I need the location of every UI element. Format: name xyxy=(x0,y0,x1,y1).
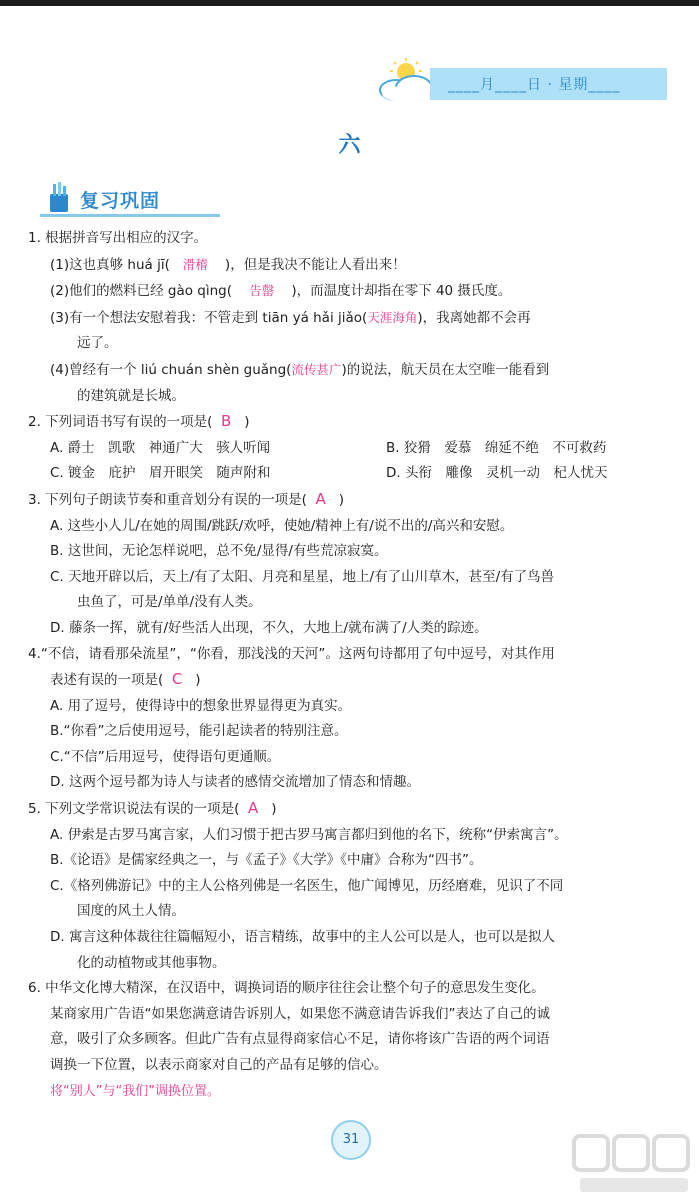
q1-item-3-cont: 远了。 xyxy=(77,335,118,352)
q4-option-c: C.“不信”后用逗号，使得语句更通顺。 xyxy=(50,748,281,765)
q3-option-b: B. 这世间，无论怎样说吧，总不免/显得/有些荒凉寂寞。 xyxy=(50,543,388,560)
q1-item-4: (4)曾经有一个 liú chuán shèn guǎng(流传甚广)的说法，航天员在太空唯一能看到 xyxy=(50,361,550,378)
section-title: 复习巩固 xyxy=(80,190,161,212)
lesson-title: 六 xyxy=(338,133,361,158)
q4-option-b: B.“你看”之后使用逗号，能引起读者的特别注意。 xyxy=(50,723,348,740)
answer-text: A xyxy=(315,489,326,508)
q2-options-row-1 xyxy=(28,436,674,462)
q5-option-c: C.《格列佛游记》中的主人公格列佛是一名医生，他广闻博见，历经磨难，见识了不同 xyxy=(50,877,564,894)
q3-stem: 3. 下列句子朗读节奏和重音划分有误的一项是( A ) xyxy=(28,489,344,508)
q4-stem-cont: 表述有误的一项是( C ) xyxy=(50,670,201,689)
q6-line-4: 调换一下位置，以表示商家对自己的产品有足够的信心。 xyxy=(50,1057,388,1073)
answer-text: 滑稽 xyxy=(182,256,208,272)
q4-stem: 4.“不信，请看那朵流星”，“你看，那浅浅的天河”。这两句诗都用了句中逗号，对其作用 xyxy=(28,645,555,662)
section-header xyxy=(40,182,180,218)
section-underline xyxy=(40,214,220,217)
q2-options-row-2 xyxy=(28,461,674,487)
q3-option-c-cont: 虫鱼了，可是/单单/没有人类。 xyxy=(77,594,262,611)
q6-line-1: 6. 中华文化博大精深，在汉语中，调换词语的顺序往往会让整个句子的意思发生变化。 xyxy=(28,980,545,997)
date-bar xyxy=(430,68,667,100)
q5-option-a: A. 伊索是古罗马寓言家，人们习惯于把古罗马寓言都归到他的名下，统称“伊索寓言”。 xyxy=(50,826,568,843)
option-a: A. 爵士 凯歌 神通广大 骇人听闻 xyxy=(50,439,271,456)
q3-option-d: D. 藤条一挥，就有/好些活人出现，不久，大地上/就布满了/人类的踪迹。 xyxy=(50,619,488,636)
q4-option-a: A. 用了逗号，使得诗中的想象世界显得更为真实。 xyxy=(50,697,352,714)
q5-option-b: B.《论语》是儒家经典之一，与《孟子》《大学》《中庸》合称为“四书”。 xyxy=(50,852,483,869)
q3-option-c: C. 天地开辟以后，天上/有了太阳、月亮和星星，地上/有了山川草木，甚至/有了鸟兽 xyxy=(50,568,555,585)
q5-stem: 5. 下列文学常识说法有误的一项是( A ) xyxy=(28,799,277,818)
answer-text: C xyxy=(171,670,183,689)
q1-item-2: (2)他们的燃料已经 gào qìng( 告罄 )，而温度计却指在零下 40 摄氏度。 xyxy=(50,283,512,300)
question-content xyxy=(28,226,674,1104)
q1-item-1: (1)这也真够 huá jī( 滑稽 )，但是我决不能让人看出来！ xyxy=(50,256,406,273)
q6-line-3: 意，吸引了众多顾客。但此广告有点显得商家信心不足，请你将该广告语的两个词语 xyxy=(50,1031,550,1048)
option-b: B. 狡猾 爱慕 绵延不绝 不可救药 xyxy=(386,439,607,456)
q5-option-d-cont: 化的动植物或其他事物。 xyxy=(77,954,226,971)
q1-stem: 1. 根据拼音写出相应的汉字。 xyxy=(28,230,208,246)
q1-item-4-cont: 的建筑就是长城。 xyxy=(77,387,185,404)
watermark-logo xyxy=(570,1132,695,1198)
option-c: C. 镀金 庇护 眉开眼笑 随声附和 xyxy=(50,465,271,482)
answer-text: 告罄 xyxy=(249,283,275,299)
answer-text: B xyxy=(221,412,232,431)
q3-option-a: A. 这些小人儿/在她的周围/跳跃/欢呼，使她/精神上有/说不出的/高兴和安慰。 xyxy=(50,517,514,534)
page-number: 31 xyxy=(331,1120,371,1160)
q2-stem: 2. 下列词语书写有误的一项是( B ) xyxy=(28,412,250,431)
answer-text: 天涯海角 xyxy=(367,309,418,325)
q6-line-2: 某商家用广告语“如果您满意请告诉别人，如果您不满意请告诉我们”表达了自己的诚 xyxy=(50,1005,550,1022)
q1-item-3: (3)有一个想法安慰着我：不管走到 tiān yá hǎi jiǎo(天涯海角)，我离她都不会再 xyxy=(50,309,531,326)
answer-text: 流传甚广 xyxy=(291,361,342,377)
answer-text: A xyxy=(248,799,259,818)
q4-option-d: D. 这两个逗号都为诗人与读者的感情交流增加了情态和情趣。 xyxy=(50,774,420,791)
pencil-cup-icon xyxy=(44,182,78,214)
top-border xyxy=(0,0,699,6)
q5-option-c-cont: 国度的风土人情。 xyxy=(77,903,185,920)
q6-answer: 将“别人”与“我们”调换位置。 xyxy=(50,1083,220,1099)
option-d: D. 头衔 雕像 灵机一动 杞人忧天 xyxy=(386,465,608,482)
date-line: ____月____日 · 星期____ xyxy=(448,77,621,93)
q5-option-d: D. 寓言这种体裁往往篇幅短小，语言精练，故事中的主人公可以是人，也可以是拟人 xyxy=(50,929,555,946)
